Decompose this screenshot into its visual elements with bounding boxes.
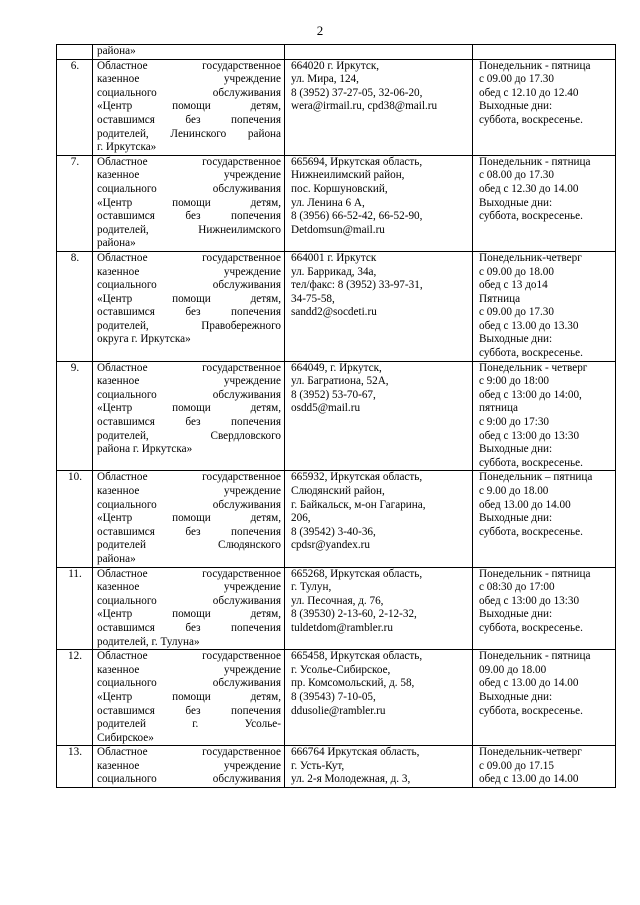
address-line: 8 (39543) 7-10-05, [291,690,376,703]
org-name-line: родителей, Правобережного [97,319,281,332]
org-name-line: родителей, г. Тулуна» [97,635,200,648]
address-cell [285,746,473,788]
org-name-cell [93,45,285,60]
address-line: 8 (3952) 53-70-67, [291,388,376,401]
schedule-line: Понедельник - пятница [479,567,591,580]
address-line: 8 (3952) 37-27-05, 32-06-20, [291,86,423,99]
schedule-line: суббота, воскресенье. [479,113,583,126]
schedule-cell [473,59,616,155]
schedule-line: с 09.00 до 17.15 [479,759,554,772]
org-name-line: «Центр помощи детям, [97,512,281,525]
schedule-line: суббота, воскресенье. [479,525,583,538]
org-name-line: г. Иркутска» [97,141,157,154]
schedule-line: Выходные дни: [479,443,553,456]
table-row [57,471,616,567]
org-name-line: Областное государственное [97,59,281,72]
org-name-cell [93,155,285,251]
address-cell [285,567,473,650]
address-line: ул. Багратиона, 52А, [291,375,389,388]
schedule-cell [473,471,616,567]
address-line: 8 (39542) 3-40-36, [291,525,376,538]
schedule-line: Понедельник – пятница [479,471,593,484]
table-row [57,59,616,155]
org-name-line: казенное учреждение [97,759,281,772]
schedule-line: с 09.00 до 17.30 [479,73,554,86]
org-name-line: «Центр помощи детям, [97,402,281,415]
org-name-cell [93,746,285,788]
schedule-line: Понедельник - пятница [479,59,591,72]
org-name-line: оставшимся без попечения [97,113,281,126]
schedule-line: Выходные дни: [479,196,553,209]
schedule-line: с 09.00 до 18.00 [479,265,554,278]
address-line: 666764 Иркутская область, [291,746,420,759]
org-name-line: родителей, Свердловского [97,429,281,442]
table-row-continuation [57,45,616,60]
org-name-line: Областное государственное [97,471,281,484]
address-cell [285,251,473,361]
address-line: 8 (39530) 2-13-60, 2-12-32, [291,608,417,621]
org-name-cell [93,361,285,471]
address-line: 664020 г. Иркутск, [291,59,380,72]
org-name-line: социального обслуживания [97,388,281,401]
address-cell [285,155,473,251]
address-cell [285,45,473,60]
address-line: 665694, Иркутская область, [291,155,423,168]
org-name-line: казенное учреждение [97,581,281,594]
org-name-line: родителей Слюдянского [97,539,281,552]
org-name-line: «Центр помощи детям, [97,100,281,113]
row-number-cell: 10. [57,471,93,567]
org-name-line: оставшимся без попечения [97,306,281,319]
address-line: 206, [291,512,311,525]
schedule-line: Понедельник - четверг [479,361,588,374]
schedule-line: обед с 13 до14 [479,279,548,292]
schedule-cell [473,567,616,650]
table-row [57,251,616,361]
schedule-line: суббота, воскресенье. [479,456,583,469]
schedule-line: обед с 13.00 до 14.00 [479,773,579,786]
org-name-line: социального обслуживания [97,677,281,690]
org-name-line: казенное учреждение [97,485,281,497]
address-line: 665268, Иркутская область, [291,567,423,580]
schedule-line: Выходные дни: [479,690,553,703]
org-name-line: Сибирское» [97,731,154,744]
address-line: 665458, Иркутская область, [291,650,423,663]
table-row [57,746,616,788]
address-line: г. Тулун, [291,581,332,594]
org-name-line: Областное государственное [97,567,281,580]
org-name-line: «Центр помощи детям, [97,196,281,209]
address-cell [285,471,473,567]
address-line: Слюдянский район, [291,485,385,497]
address-line: 8 (3956) 66-52-42, 66-52-90, [291,210,423,223]
org-name-line: социального обслуживания [97,86,281,99]
org-name-line: казенное учреждение [97,169,281,182]
address-line: 34-75-58, [291,292,335,305]
schedule-line: Понедельник - пятница [479,155,591,168]
org-name-line: округа г. Иркутска» [97,333,191,346]
org-name-line: Областное государственное [97,650,281,663]
address-line: тел/факс: 8 (3952) 33-97-31, [291,279,423,292]
schedule-cell [473,251,616,361]
address-line: ул. 2-я Молодежная, д. 3, [291,773,411,786]
org-name-line: Областное государственное [97,155,281,168]
address-line: г. Усолье-Сибирское, [291,663,391,676]
page-number: 2 [316,23,324,38]
schedule-line: суббота, воскресенье. [479,210,583,223]
schedule-line: 09.00 до 18.00 [479,663,547,676]
schedule-line: с 9:00 до 17:30 [479,416,550,429]
org-name-line: родителей г. Усолье- [97,718,281,731]
address-line: tuldetdom@rambler.ru [291,621,393,634]
row-number-cell: 12. [57,650,93,746]
address-line: г. Байкальск, м-он Гагарина, [291,498,426,511]
row-number-cell: 13. [57,746,93,788]
org-name-line: района» [97,237,136,250]
address-line: cpdsr@yandex.ru [291,539,370,552]
table-row [57,361,616,471]
schedule-cell [473,746,616,788]
schedule-line: обед 13.00 до 14.00 [479,498,571,511]
org-name-line: казенное учреждение [97,663,281,676]
org-name-line: социального обслуживания [97,182,281,195]
schedule-line: суббота, воскресенье. [479,704,583,717]
org-name-cell [93,251,285,361]
table-row [57,155,616,251]
address-line: г. Усть-Кут, [291,759,345,772]
org-name-line: Областное государственное [97,746,281,759]
schedule-line: Выходные дни: [479,333,553,346]
schedule-line: пятница [479,402,518,415]
org-name-line: района г. Иркутска» [97,443,193,456]
address-line: 665932, Иркутская область, [291,471,423,484]
schedule-line: с 9.00 до 18.00 [479,485,549,497]
schedule-cell [473,361,616,471]
org-name-line: родителей, Ленинского района [97,127,281,140]
org-name-line: «Центр помощи детям, [97,608,281,621]
org-name-line: «Центр помощи детям, [97,690,281,703]
schedule-line: Пятница [479,292,521,305]
address-line: osdd5@mail.ru [291,402,361,415]
schedule-line: с 9:00 до 18:00 [479,375,550,388]
schedule-line: Понедельник-четверг [479,251,582,264]
address-cell [285,59,473,155]
schedule-line: Выходные дни: [479,100,553,113]
address-line: wera@irmail.ru, cpd38@mail.ru [291,100,438,113]
schedule-line: обед с 13:00 до 13:30 [479,429,580,442]
row-number-cell: 11. [57,567,93,650]
schedule-line: обед с 12.10 до 12.40 [479,86,579,99]
institutions-table [56,44,616,788]
address-cell [285,650,473,746]
schedule-line: обед с 13:00 до 14:00, [479,388,582,401]
org-name-cell [93,471,285,567]
schedule-line: обед с 13:00 до 13:30 [479,594,580,607]
schedule-line: обед с 13.00 до 14.00 [479,677,579,690]
schedule-line: суббота, воскресенье. [479,621,583,634]
address-line: пос. Коршуновский, [291,182,388,195]
address-line: ул. Ленина 6 А, [291,196,365,209]
org-name-line: района» [97,552,136,565]
org-name-line: социального обслуживания [97,279,281,292]
address-line: 664049, г. Иркутск, [291,361,382,374]
schedule-line: с 09.00 до 17.30 [479,306,554,319]
row-number-cell: 8. [57,251,93,361]
address-line: ул. Песочная, д. 76, [291,594,384,607]
org-name-line: Областное государственное [97,361,281,374]
org-name-cell [93,567,285,650]
org-name-cell [93,59,285,155]
org-name-line: социального обслуживания [97,594,281,607]
schedule-cell [473,155,616,251]
table-row [57,567,616,650]
org-name-line: «Центр помощи детям, [97,292,281,305]
schedule-line: с 08:30 до 17:00 [479,581,555,594]
address-line: Нижнеилимский район, [291,169,405,182]
org-name-cell [93,650,285,746]
address-line: Detdomsun@mail.ru [291,223,385,236]
schedule-cell [473,45,616,60]
address-line: пр. Комсомольский, д. 58, [291,677,415,690]
org-name-line: казенное учреждение [97,375,281,388]
org-name-line: оставшимся без попечения [97,416,281,429]
org-name-line: социального обслуживания [97,773,281,786]
schedule-cell [473,650,616,746]
org-name-line: родителей, Нижнеилимского [97,223,281,236]
row-number-cell: 7. [57,155,93,251]
org-name-line: оставшимся без попечения [97,704,281,717]
schedule-line: обед с 12.30 до 14.00 [479,182,579,195]
row-number-cell: 6. [57,59,93,155]
address-line: 664001 г. Иркутск [291,251,377,264]
address-cell [285,361,473,471]
address-line: sandd2@socdeti.ru [291,306,377,319]
schedule-line: Выходные дни: [479,608,553,621]
org-name-line: оставшимся без попечения [97,621,281,634]
schedule-line: Выходные дни: [479,512,553,525]
schedule-line: обед с 13.00 до 13.30 [479,319,579,332]
org-name-line: оставшимся без попечения [97,210,281,223]
org-name-line: Областное государственное [97,251,281,264]
schedule-line: суббота, воскресенье. [479,347,583,360]
org-name-line: района» [97,45,136,57]
row-number-cell: 9. [57,361,93,471]
address-line: ddusolie@rambler.ru [291,704,386,717]
address-line: ул. Баррикад, 34а, [291,265,377,278]
schedule-line: Понедельник-четверг [479,746,582,759]
org-name-line: оставшимся без попечения [97,525,281,538]
org-name-line: казенное учреждение [97,73,281,86]
row-number-cell [57,45,93,60]
org-name-line: социального обслуживания [97,498,281,511]
table-row [57,650,616,746]
address-line: ул. Мира, 124, [291,73,359,86]
schedule-line: с 08.00 до 17.30 [479,169,554,182]
schedule-line: Понедельник - пятница [479,650,591,663]
org-name-line: казенное учреждение [97,265,281,278]
